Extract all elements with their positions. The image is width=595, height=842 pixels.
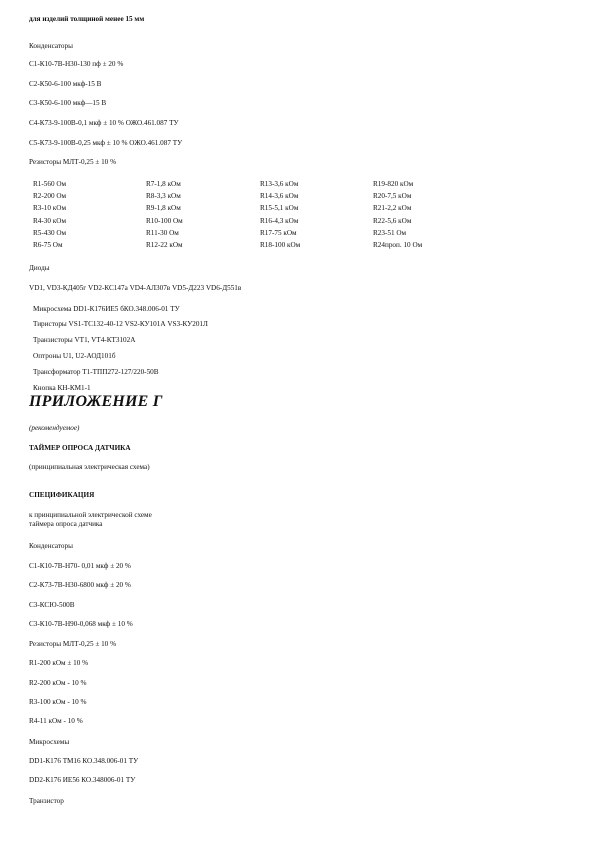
resistor-item: R2-200 Ом [33, 192, 67, 201]
resistor-item: R4-30 кОм [33, 216, 66, 225]
appendix-capacitors-label: Конденсаторы [29, 542, 73, 550]
resistor-column-4 [373, 178, 422, 251]
appendix-resistors-label: Резисторы МЛТ-0,25 ± 10 % [29, 640, 117, 648]
resistor-item: R23-51 Ом [373, 228, 407, 237]
resistor-item: R11-30 Ом [146, 228, 179, 237]
component-line: Микросхема DD1-К176ИЕ5 бКО.348.006-01 ТУ [33, 305, 180, 313]
resistor-item: R22-5,6 кОм [373, 216, 412, 225]
component-line: Кнопка КН-КМ1-1 [33, 384, 91, 392]
appendix-subtitle: (принципиальная электрическая схема) [29, 463, 150, 471]
capacitor-c5: C5-К73-9-100В-0,25 мкф ± 10 % ОЖО.461.087 ТУ [29, 139, 183, 147]
resistor-column-3 [260, 178, 300, 251]
appendix-heading: ПРИЛОЖЕНИЕ Г [29, 393, 163, 410]
resistor-item: R19-820 кОм [373, 180, 414, 188]
appendix-resistor: R1-200 кОм ± 10 % [29, 659, 89, 667]
appendix-title: ТАЙМЕР ОПРОСА ДАТЧИКА [29, 444, 131, 452]
resistor-item: R9-1,8 кОм [146, 204, 181, 213]
microchip-line: DD2-К176 ИЕ56 КО.348006-01 ТУ [29, 776, 136, 784]
resistor-item: R7-1,8 кОм [146, 180, 181, 188]
spec-description-line-1: к принципиальной электрической схеме [29, 511, 152, 519]
capacitors-label: Конденсаторы [29, 42, 73, 50]
appendix-capacitor: C3-КСЮ-500В [29, 601, 75, 609]
capacitor-c1: C1-К10-7В-Н30-130 пф ± 20 % [29, 60, 124, 68]
resistor-item: R12-22 кОм [146, 240, 183, 249]
microchips-label: Микросхемы [29, 738, 70, 746]
appendix-capacitor: C2-К73-7В-Н30-6800 мкф ± 20 % [29, 581, 131, 589]
appendix-capacitor: C1-К10-7В-Н70- 0,01 мкф ± 20 % [29, 562, 131, 570]
microchip-line: DD1-К176 ТМ16 КО.348.006-01 ТУ [29, 757, 139, 765]
diodes-label: Диоды [29, 264, 50, 272]
intro-line: для изделий толщиной менее 15 мм [29, 15, 145, 23]
resistor-item: R16-4,3 кОм [260, 216, 299, 225]
resistors-label: Резисторы МЛТ-0,25 ± 10 % [29, 158, 117, 166]
resistor-item: R1-560 Ом [33, 180, 67, 188]
component-line: Тиристоры VS1-ТС132-40-12 VS2-КУ101А VS3-КУ201Л [33, 320, 208, 328]
appendix-resistor: R3-100 кОм - 10 % [29, 698, 87, 706]
resistor-item: R21-2,2 кОм [373, 204, 412, 213]
appendix-resistor: R4-11 кОм - 10 % [29, 717, 83, 725]
resistor-item: R17-75 кОм [260, 228, 297, 237]
resistor-column-1 [33, 178, 66, 251]
resistor-item: R24проп. 10 Ом [373, 240, 423, 249]
resistor-column-2 [146, 178, 183, 251]
spec-title: СПЕЦИФИКАЦИЯ [29, 491, 95, 499]
resistor-item: R15-5,1 кОм [260, 204, 299, 213]
resistor-item: R18-100 кОм [260, 240, 301, 249]
transistor-label: Транзистор [29, 797, 64, 805]
appendix-resistor: R2-200 кОм - 10 % [29, 679, 87, 687]
resistor-item: R10-100 Ом [146, 216, 183, 225]
capacitor-c2: C2-К50-6-100 мкф-15 В [29, 80, 102, 88]
capacitor-c3: C3-К50-6-100 мкф—15 В [29, 99, 107, 107]
resistor-item: R13-3,6 кОм [260, 180, 299, 188]
resistor-item: R14-3,6 кОм [260, 192, 299, 201]
diodes-line: VD1, VD3-КД405г VD2-КС147а VD4-АЛ307в VD5-Д223 VD6-Д551в [29, 284, 242, 292]
spec-description-line-2: таймера опроса датчика [29, 520, 103, 528]
component-line: Транзисторы VT1, VT4-КТ3102А [33, 336, 136, 344]
resistor-item: R6-75 Ом [33, 240, 63, 249]
resistor-item: R8-3,3 кОм [146, 192, 181, 201]
appendix-note: (рекомендуемое) [29, 424, 80, 432]
component-line: Оптроны U1, U2-АОД101б [33, 352, 116, 360]
appendix-capacitor: C3-К10-7В-Н90-0,068 мкф ± 10 % [29, 620, 133, 628]
resistor-item: R20-7,5 кОм [373, 192, 412, 201]
resistor-item: R5-430 Ом [33, 228, 67, 237]
component-line: Трансформатор Т1-ТПП272-127/220-50В [33, 368, 159, 376]
capacitor-c4: C4-К73-9-100В-0,1 мкф ± 10 % ОЖО.461.087 ТУ [29, 119, 179, 127]
resistor-item: R3-10 кОм [33, 204, 66, 213]
